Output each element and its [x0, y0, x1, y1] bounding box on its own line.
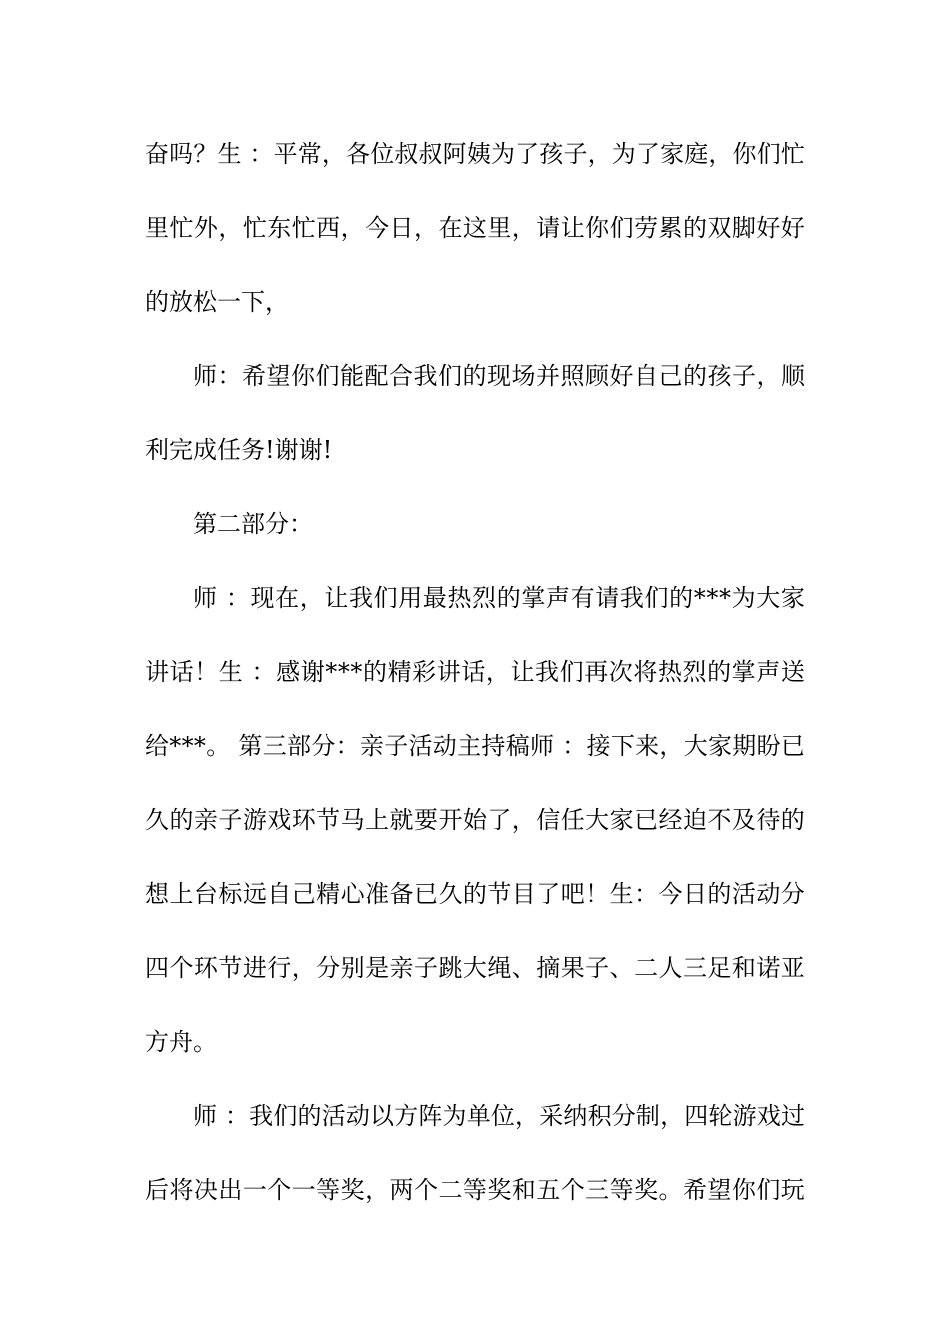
text-line: 讲 话 ！ 生 ： 感 谢 * * * 的 精 彩 讲 话 ， 让 我 们 再 次 将 热 烈 的 掌 声 送 [145, 658, 805, 686]
text-line: 方舟。 [145, 1028, 217, 1056]
section-heading: 第二部分： [193, 510, 313, 538]
text-line: 利完成任务!谢谢! [145, 436, 333, 464]
text-line: 后 将 决 出 一 个 一 等 奖 ， 两 个 二 等 奖 和 五 个 三 等 奖 。 希 望 你 们 玩 [145, 1176, 805, 1204]
text-line: 想 上 台 标 远 自 己 精 心 准 备 已 久 的 节 目 了 吧 ！ 生 ： 今 日 的 活 动 分 [145, 880, 805, 908]
text-line: 师 ： 希 望 你 们 能 配 合 我 们 的 现 场 并 照 顾 好 自 己 的 孩 子 ， 顺 [193, 362, 805, 390]
text-line: 的放松一下， [145, 288, 289, 316]
text-line: 给 * * * 。 第 三 部 分 ： 亲 子 活 动 主 持 稿 师 ： 接 下 来 ， 大 家 期 盼 已 [145, 732, 805, 760]
text-line: 师 ： 现 在 ， 让 我 们 用 最 热 烈 的 掌 声 有 请 我 们 的 * * * 为 大 家 [193, 584, 805, 612]
text-line: 奋 吗 ？ 生 ： 平 常 ， 各 位 叔 叔 阿 姨 为 了 孩 子 ， 为 了 家 庭 ， 你 们 忙 [145, 140, 805, 168]
text-line: 四 个 环 节 进 行 ， 分 别 是 亲 子 跳 大 绳 、 摘 果 子 、 二 人 三 足 和 诺 亚 [145, 954, 805, 982]
text-line: 里 忙 外 ， 忙 东 忙 西 ， 今 日 ， 在 这 里 ， 请 让 你 们 劳 累 的 双 脚 好 好 [145, 214, 805, 242]
text-line: 师 ： 我 们 的 活 动 以 方 阵 为 单 位 ， 采 纳 积 分 制 ， 四 轮 游 戏 过 [193, 1102, 805, 1130]
text-line: 久 的 亲 子 游 戏 环 节 马 上 就 要 开 始 了 ， 信 任 大 家 已 经 迫 不 及 待 的 [145, 806, 805, 834]
